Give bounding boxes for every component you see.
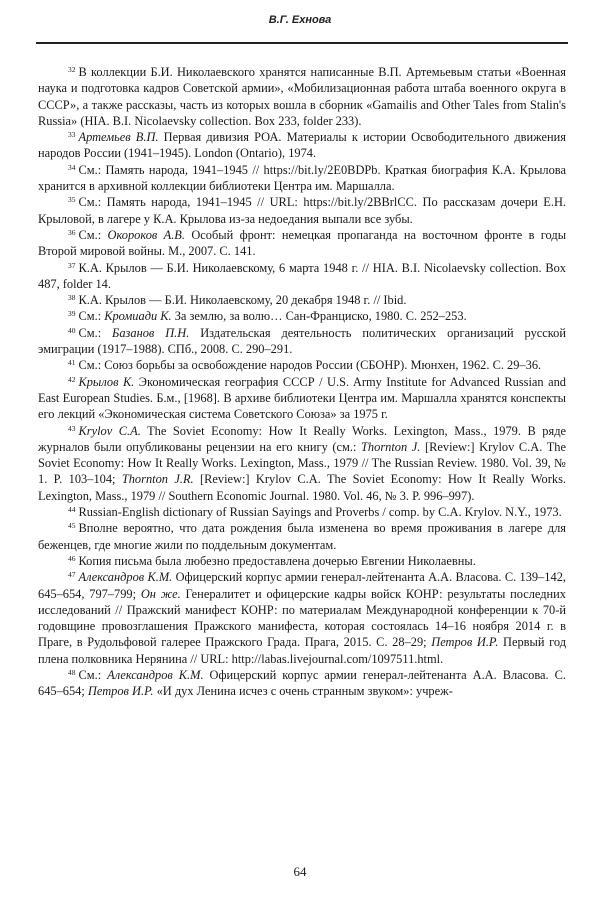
- footnote-number: 42: [68, 374, 76, 384]
- footnote: [38, 308, 566, 324]
- footnote-citation-italic: Он же.: [140, 586, 181, 601]
- footnote-text: См.:: [78, 325, 113, 340]
- footnote-citation-italic: Окороков А.В.: [107, 227, 185, 242]
- footnote-number: 39: [68, 309, 76, 319]
- footnote-text: Первая дивизия РОА. Материалы к истории Освободительного движения народов России (1941–1945). London (Ontario), 1974.: [38, 130, 566, 161]
- footnote-citation-italic: Крылов К.: [78, 374, 135, 389]
- footnote-number: 48: [68, 667, 76, 677]
- footnote-citation-italic: Thornton J.: [361, 439, 421, 454]
- footnote-text: The Soviet Economy: How It Really Works. Lexington, Mass., 1979. В ряде журналов были опубликованы рецензии на его книгу (см.:: [38, 423, 566, 454]
- header-author: В.Г. Ехнова: [268, 14, 332, 26]
- running-header: [0, 0, 600, 40]
- footnote-number: 34: [68, 162, 76, 172]
- footnote-text: Генералитет и офицерские кадры войск КОНР: результаты последних исследований // Пражский манифест КОНР: по материалам Международной конференции к 70-й годовщине провозглашения Пражского манифеста, которая состоялась 14–16 ноября 2014 г. в Праге, в Рудольфовой галерее Пражского Града. Прага, 2015. С. 28–29;: [38, 586, 566, 650]
- footnote-citation-italic: Krylov C.A.: [78, 423, 141, 438]
- footnote-text: Russian-English dictionary of Russian Sayings and Proverbs / comp. by C.A. Krylov. N.Y., 1973.: [78, 505, 562, 520]
- footnote-citation-italic: Александров К.М.: [107, 667, 204, 682]
- footnote: [38, 374, 566, 423]
- footnote: [38, 162, 566, 195]
- footnote-citation-italic: Артемьев В.П.: [78, 130, 159, 145]
- footnote-text: См.: Память народа, 1941–1945 // URL: https://bit.ly/2BBrlCC. По рассказам дочери Е.Н. Крыловой, в лагере у К.А. Крылова из-за недоедания выпали все зубы.: [38, 195, 566, 226]
- footnote-text: [Review:] Krylov C.A. The Soviet Economy: How It Really Works. Lexington, Mass., 1979 // The Russian Review. 1980. Vol. 39, № 1. P. 103–104;: [38, 439, 566, 487]
- footnote-number: 45: [68, 521, 76, 531]
- footnote: [38, 423, 566, 504]
- footnote: [38, 260, 566, 293]
- footnote-citation-italic: Thornton J.R.: [121, 472, 194, 487]
- footnote-number: 36: [68, 227, 76, 237]
- header-rule: [36, 42, 568, 44]
- footnote-text: Особый фронт: немецкая пропаганда на восточном фронте в годы Второй мировой войны. М., 2007. С. 141.: [38, 227, 567, 259]
- footnote-text: «И дух Ленина исчез с очень странным звуком»: учреж-: [153, 684, 453, 699]
- footnote-text: Офицерский корпус армии генерал-лейтенанта А.А. Власова. С. 645–654;: [38, 667, 566, 699]
- footnote-number: 32: [68, 65, 76, 74]
- footnote-number: 46: [68, 553, 76, 563]
- footnote-citation-italic: Базанов П.Н.: [112, 325, 190, 340]
- footnote-text: См.:: [78, 227, 108, 242]
- footnote-number: 33: [68, 130, 76, 140]
- footnote: [38, 64, 566, 129]
- footnote: [38, 553, 566, 569]
- footnote-text: К.А. Крылов — Б.И. Николаевскому, 20 декабря 1948 г. // Ibid.: [78, 293, 407, 308]
- footnotes-list: [38, 64, 566, 700]
- footnote-text: За землю, за волю… Сан-Франциско, 1980. С. 252–253.: [171, 309, 467, 324]
- footnote: [38, 569, 566, 667]
- footnote-text: В коллекции Б.И. Николаевского хранятся написанные В.П. Артемьевым статьи «Военная наука и подготовка кадров Советской армии», «Мобилизационная работа штаба военного округа в СССР», а также рассказы, часть из которых вошла в сборник «Gamailis and Other Tales from Stalin's Russia» (HIA. B.I. Nicolaevsky collection. Box 233, folder 233).: [38, 65, 566, 128]
- footnote-text: Первый год плена полковника Нерянина // URL: http://labas.livejournal.com/1097511.html.: [38, 635, 567, 666]
- footnote-text: См.:: [78, 667, 108, 682]
- footnote-number: 47: [68, 570, 76, 580]
- footnote-citation-italic: Петров И.Р.: [431, 635, 499, 650]
- footnote: [38, 129, 566, 162]
- footnote-citation-italic: Петров И.Р.: [87, 684, 154, 699]
- footnote-text: К.А. Крылов — Б.И. Николаевскому, 6 марта 1948 г. // HIA. B.I. Nicolaevsky collection. Box 487, folder 14.: [38, 260, 566, 291]
- footnote-text: См.: Память народа, 1941–1945 // https://bit.ly/2E0BDPb. Краткая биография К.А. Крылова хранится в архивной коллекции библиотеки Центра им. Маршалла.: [38, 162, 566, 194]
- footnote-number: 35: [68, 195, 76, 205]
- footnote-text: См.: Союз борьбы за освобождение народов России (СБОНР). Мюнхен, 1962. С. 29–36.: [78, 358, 542, 373]
- footnote-number: 44: [68, 505, 76, 515]
- footnote-number: 40: [68, 325, 76, 335]
- footnote-citation-italic: Кромиади К.: [104, 309, 172, 324]
- footnote-text: [Review:] Krylov C.A. The Soviet Economy: How It Really Works. Lexington, Mass., 1979 // Southern Economic Journal. 1980. Vol. 46, № 3. P. 996–997).: [38, 472, 566, 503]
- footnote-text: Копия письма была любезно предоставлена дочерью Евгении Николаевны.: [78, 553, 476, 568]
- footnote-citation-italic: Александров К.М.: [78, 570, 173, 585]
- footnote-text: Экономическая география СССР / U.S. Army Institute for Advanced Russian and East European Studies. Б.м., [1968]. В архиве библиотеки Центра им. Маршалла хранятся конспекты его лекций «Экономическая система Советского Союза» за 1975 г.: [38, 374, 566, 422]
- footnote-number: 41: [68, 358, 76, 368]
- footnote: [38, 227, 566, 260]
- footnote: [38, 357, 566, 373]
- footnote-number: 37: [68, 260, 76, 270]
- footnote-text: См.:: [78, 309, 105, 324]
- footnote: [38, 292, 566, 308]
- footnote-number: 43: [68, 423, 76, 433]
- footnote-text: Издательская деятельность политических организаций русской эмиграции (1917–1988). СПб., 2008. С. 290–291.: [38, 325, 566, 357]
- footnote-text: Офицерский корпус армии генерал-лейтенанта А.А. Власова. С. 139–142, 645–654, 797–799;: [38, 570, 566, 601]
- footnote: [38, 325, 566, 358]
- footnote: [38, 667, 566, 700]
- footnote: [38, 504, 566, 520]
- footnote: [38, 194, 566, 227]
- footnote-text: Вполне вероятно, что дата рождения была изменена во время проживания в лагере для беженцев, где многие жили по поддельным документам.: [38, 521, 566, 552]
- page-number: 64: [293, 864, 307, 879]
- footnote: [38, 520, 566, 553]
- footnote-number: 38: [68, 293, 76, 303]
